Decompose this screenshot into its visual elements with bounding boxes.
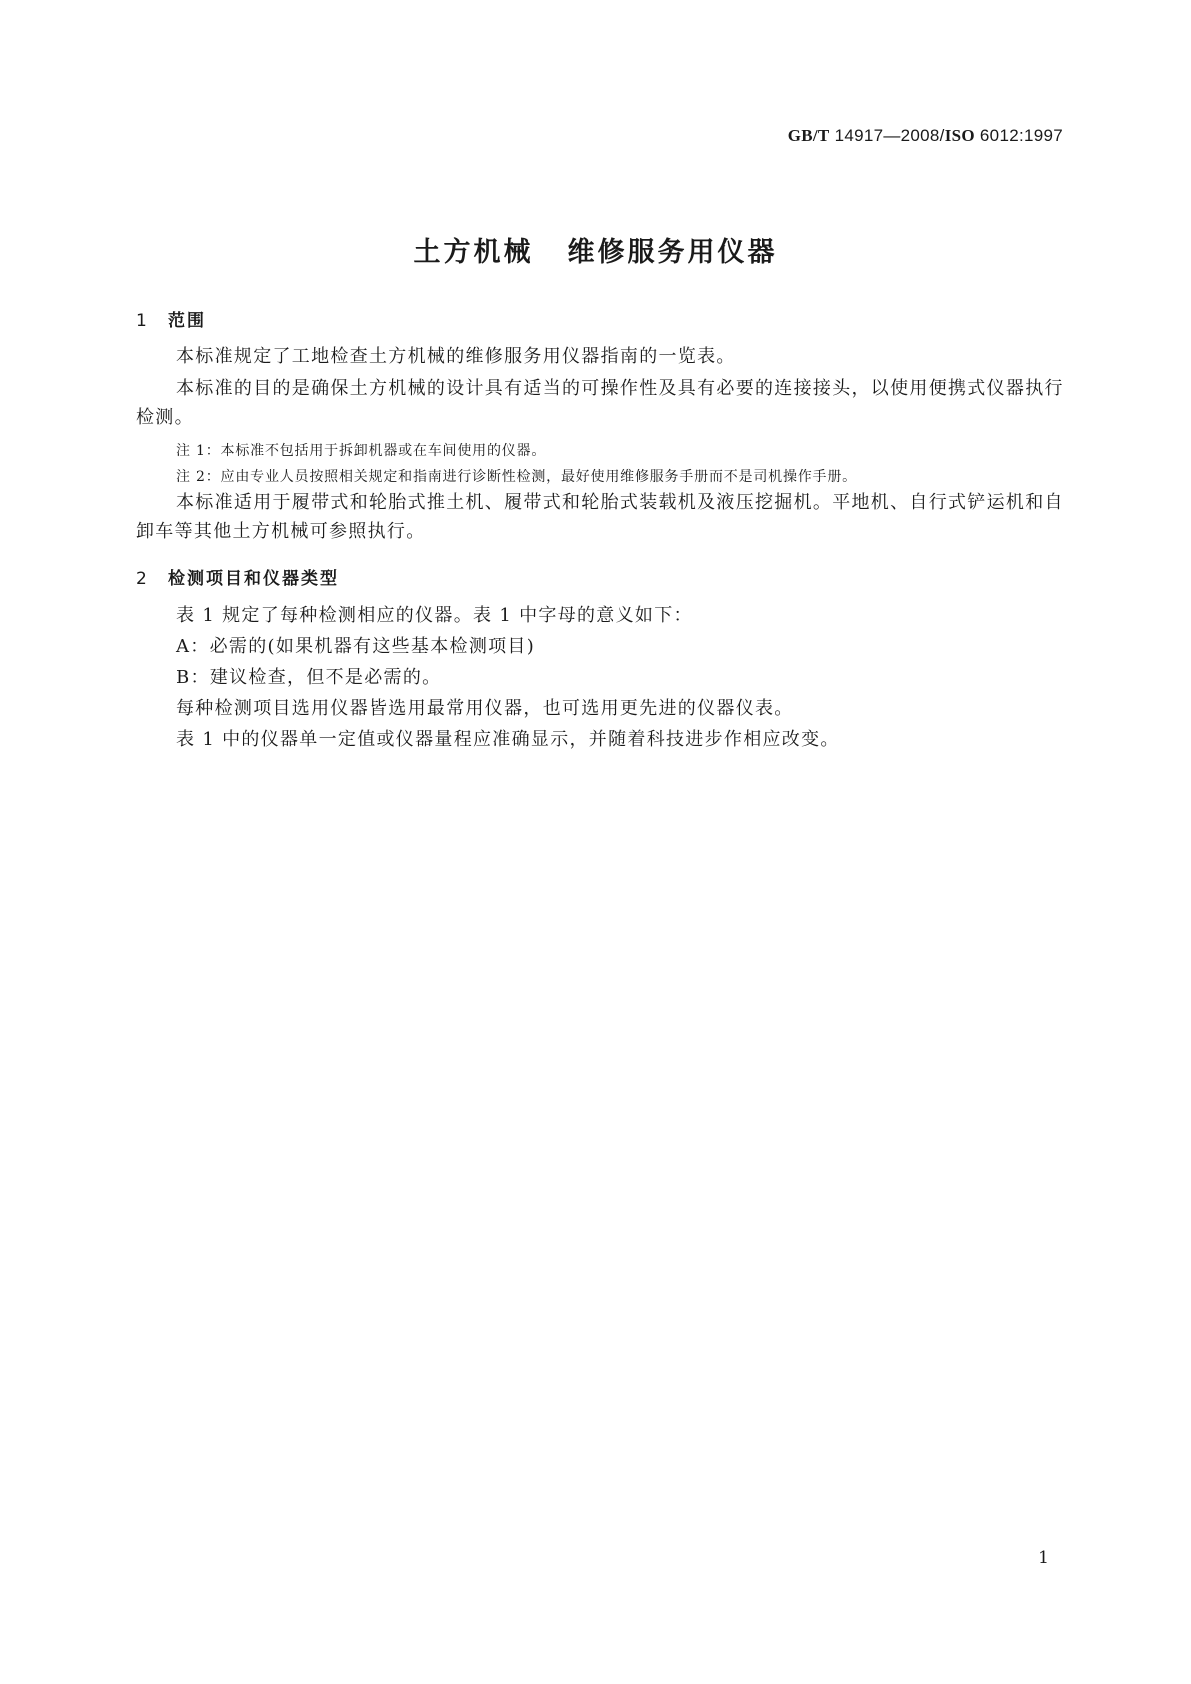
- section-2-number: 2: [136, 569, 149, 589]
- standard-code-number: 14917—2008/: [829, 126, 945, 145]
- section-1-title: 范围: [168, 311, 206, 331]
- section-1-paragraph-1: 本标准规定了工地检查土方机械的维修服务用仪器指南的一览表。: [176, 346, 736, 367]
- section-2-paragraph-2: A：必需的(如果机器有这些基本检测项目): [176, 636, 536, 657]
- section-2-heading: [136, 564, 339, 589]
- document-title-part2: 维修服务用仪器: [567, 237, 778, 268]
- document-title: [0, 230, 1191, 269]
- section-1-note-1: 注 1：本标准不包括用于拆卸机器或在车间使用的仪器。: [176, 443, 547, 459]
- document-title-part1: 土方机械: [413, 237, 534, 268]
- section-2-paragraph-1: 表 1 规定了每种检测相应的仪器。表 1 中字母的意义如下：: [176, 605, 693, 626]
- section-1-paragraph-2: 本标准的目的是确保土方机械的设计具有适当的可操作性及具有必要的连接接头，以使用便携式仪器执行检测。: [136, 378, 1064, 428]
- standard-code-iso: ISO: [944, 126, 975, 145]
- section-1-heading: [136, 306, 206, 331]
- page-number: 1: [1038, 1548, 1049, 1568]
- section-1-note-2: 注 2：应由专业人员按照相关规定和指南进行诊断性检测，最好使用维修服务手册而不是司机操作手册。: [176, 469, 857, 485]
- section-2-paragraph-3: B：建议检查，但不是必需的。: [176, 667, 442, 688]
- standard-number-header: [788, 126, 1063, 146]
- section-2-title: 检测项目和仪器类型: [168, 569, 339, 589]
- section-1-number: 1: [136, 311, 149, 331]
- standard-code-iso-number: 6012:1997: [974, 126, 1063, 145]
- section-2-paragraph-4: 每种检测项目选用仪器皆选用最常用仪器，也可选用更先进的仪器仪表。: [176, 698, 794, 719]
- standard-code-gbt: GB/T: [787, 126, 830, 145]
- section-1-paragraph-3: 本标准适用于履带式和轮胎式推土机、履带式和轮胎式装载机及液压挖掘机。平地机、自行式铲运机和自卸车等其他土方机械可参照执行。: [136, 492, 1064, 542]
- section-2-paragraph-5: 表 1 中的仪器单一定值或仪器量程应准确显示，并随着科技进步作相应改变。: [176, 729, 840, 750]
